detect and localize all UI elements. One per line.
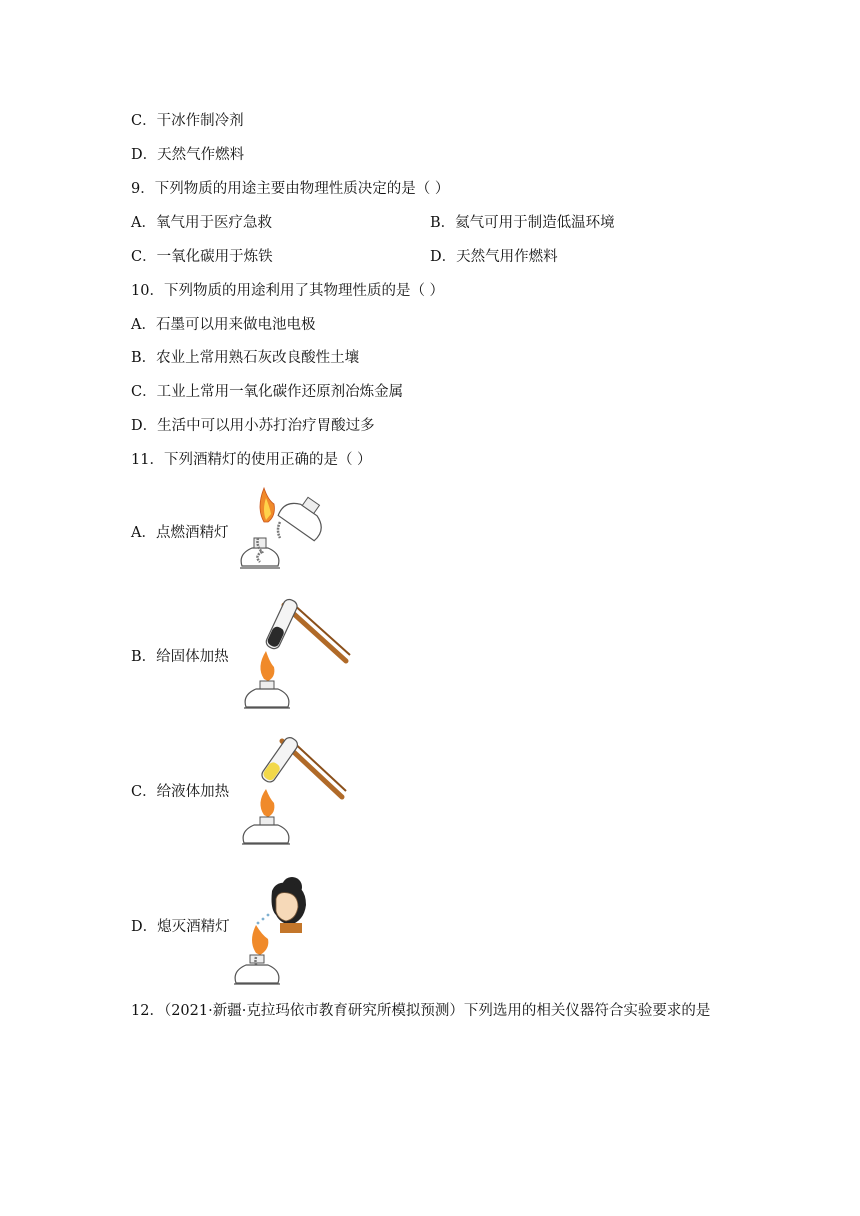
q10-stem: 10．下列物质的用途利用了其物理性质的是（ ）: [131, 283, 445, 299]
q9-stem: 9．下列物质的用途主要由物理性质决定的是（ ）: [131, 181, 450, 197]
q11-stem: 11．下列酒精灯的使用正确的是（ ）: [131, 452, 372, 468]
q10-option-b: B．农业上常用熟石灰改良酸性土壤: [131, 350, 360, 366]
q9-option-c: C．一氧化碳用于炼铁: [131, 249, 273, 265]
q11-option-c-label: C．给液体加热: [131, 784, 230, 800]
q9-option-b: B．氦气可用于制造低温环境: [430, 215, 615, 231]
q11-option-d-label: D．熄灭酒精灯: [131, 919, 230, 935]
lighting-lamp-illustration: [228, 482, 328, 582]
q9-option-d: D．天然气用作燃料: [430, 249, 558, 265]
blowing-out-lamp-illustration: [230, 865, 320, 987]
heating-solid-illustration: [236, 597, 351, 712]
q8-option-c: C．干冰作制冷剂: [131, 113, 244, 129]
q12-stem: 12．（2021·新疆·克拉玛依市教育研究所模拟预测）下列选用的相关仪器符合实验要求的是: [131, 1003, 711, 1019]
q9-option-a: A．氧气用于医疗急救: [131, 215, 272, 231]
q11-option-a-label: A．点燃酒精灯: [131, 525, 229, 541]
q10-option-c: C．工业上常用一氧化碳作还原剂冶炼金属: [131, 384, 404, 400]
q11-option-b-label: B．给固体加热: [131, 649, 229, 665]
q10-option-a: A．石墨可以用来做电池电极: [131, 317, 316, 333]
q10-option-d: D．生活中可以用小苏打治疗胃酸过多: [131, 418, 375, 434]
q8-option-d: D．天然气作燃料: [131, 147, 245, 163]
heating-liquid-illustration: [234, 733, 349, 848]
